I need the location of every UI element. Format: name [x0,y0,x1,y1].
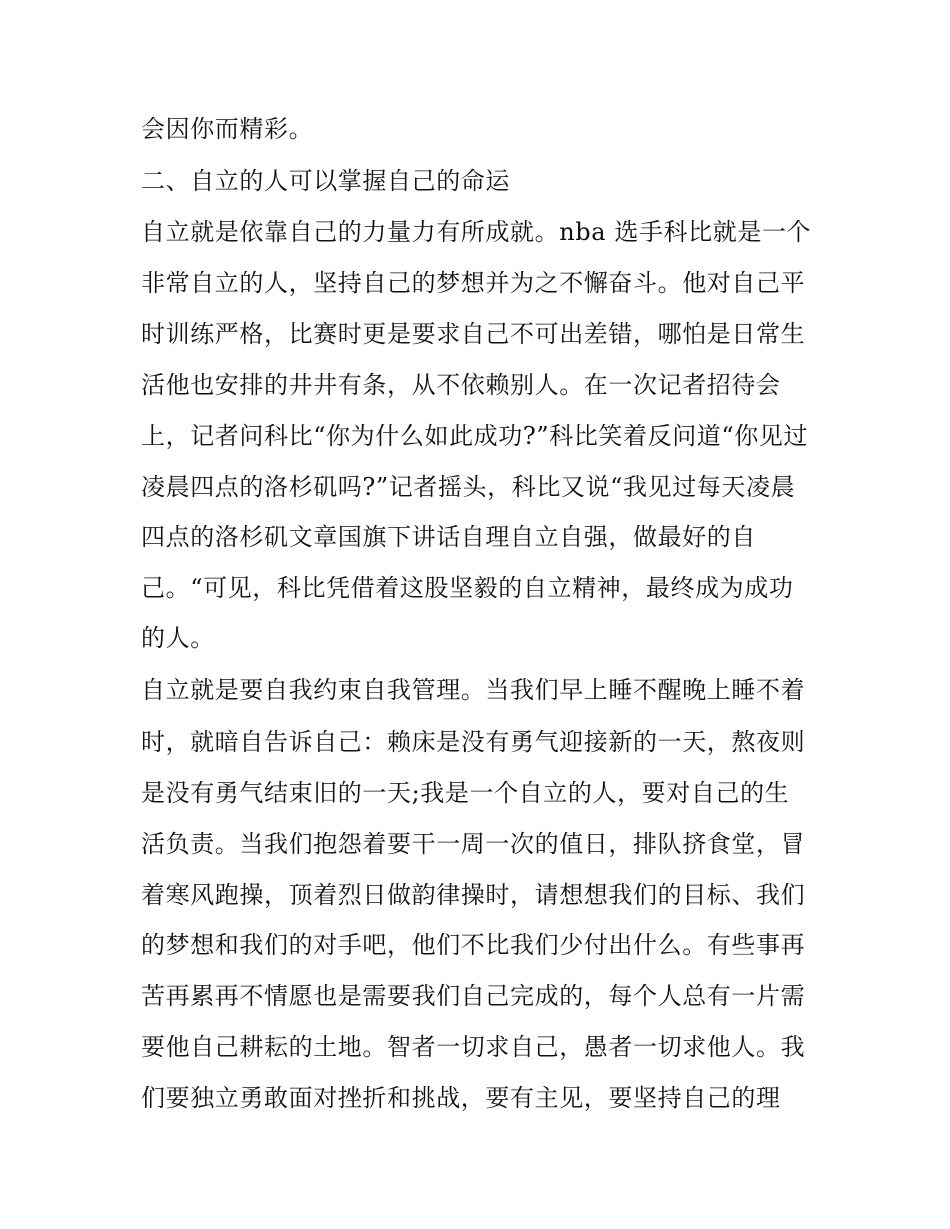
paragraph-line: 是没有勇气结束旧的一天;我是一个自立的人，要对自己的生 [141,779,790,807]
paragraph-line: 非常自立的人，坚持自己的梦想并为之不懈奋斗。他对自己平 [141,269,806,297]
paragraph-line: 的梦想和我们的对手吧，他们不比我们少付出什么。有些事再 [141,931,806,959]
paragraph-line: 会因你而精彩。 [141,115,314,143]
paragraph-line: 时训练严格，比赛时更是要求自己不可出差错，哪怕是日常生 [141,320,806,348]
section-heading: 二、自立的人可以掌握自己的命运 [141,167,510,195]
paragraph-line: 己。“可见，科比凭借着这股坚毅的自立精神，最终成为成功 [141,574,794,602]
paragraph-line: 自立就是要自我约束自我管理。当我们早上睡不醒晚上睡不着 [141,676,806,704]
paragraph-line: 要他自己耕耘的土地。智者一切求自己，愚者一切求他人。我 [141,1033,806,1061]
paragraph-line: 的人。 [141,624,215,652]
paragraph-line: 着寒风跑操，顶着烈日做韵律操时，请想想我们的目标、我们 [141,881,806,909]
paragraph-line: 上，记者问科比“你为什么如此成功?”科比笑着反问道“你见过 [141,422,809,450]
paragraph-line: 自立就是依靠自己的力量力有所成就。nba 选手科比就是一个 [141,218,812,246]
paragraph-line: 活他也安排的井井有条，从不依赖别人。在一次记者招待会 [141,371,781,399]
paragraph-line: 时，就暗自告诉自己：赖床是没有勇气迎接新的一天，熬夜则 [141,728,806,756]
paragraph-line: 凌晨四点的洛杉矶吗?”记者摇头，科比又说“我见过每天凌晨 [141,473,796,501]
paragraph-line: 苦再累再不情愿也是需要我们自己完成的，每个人总有一片需 [141,982,806,1010]
paragraph-line: 活负责。当我们抱怨着要干一周一次的值日，排队挤食堂，冒 [141,830,806,858]
paragraph-line: 们要独立勇敢面对挫折和挑战，要有主见，要坚持自己的理 [141,1084,781,1112]
paragraph-line: 四点的洛杉矶文章国旗下讲话自理自立自强，做最好的自 [141,523,756,551]
